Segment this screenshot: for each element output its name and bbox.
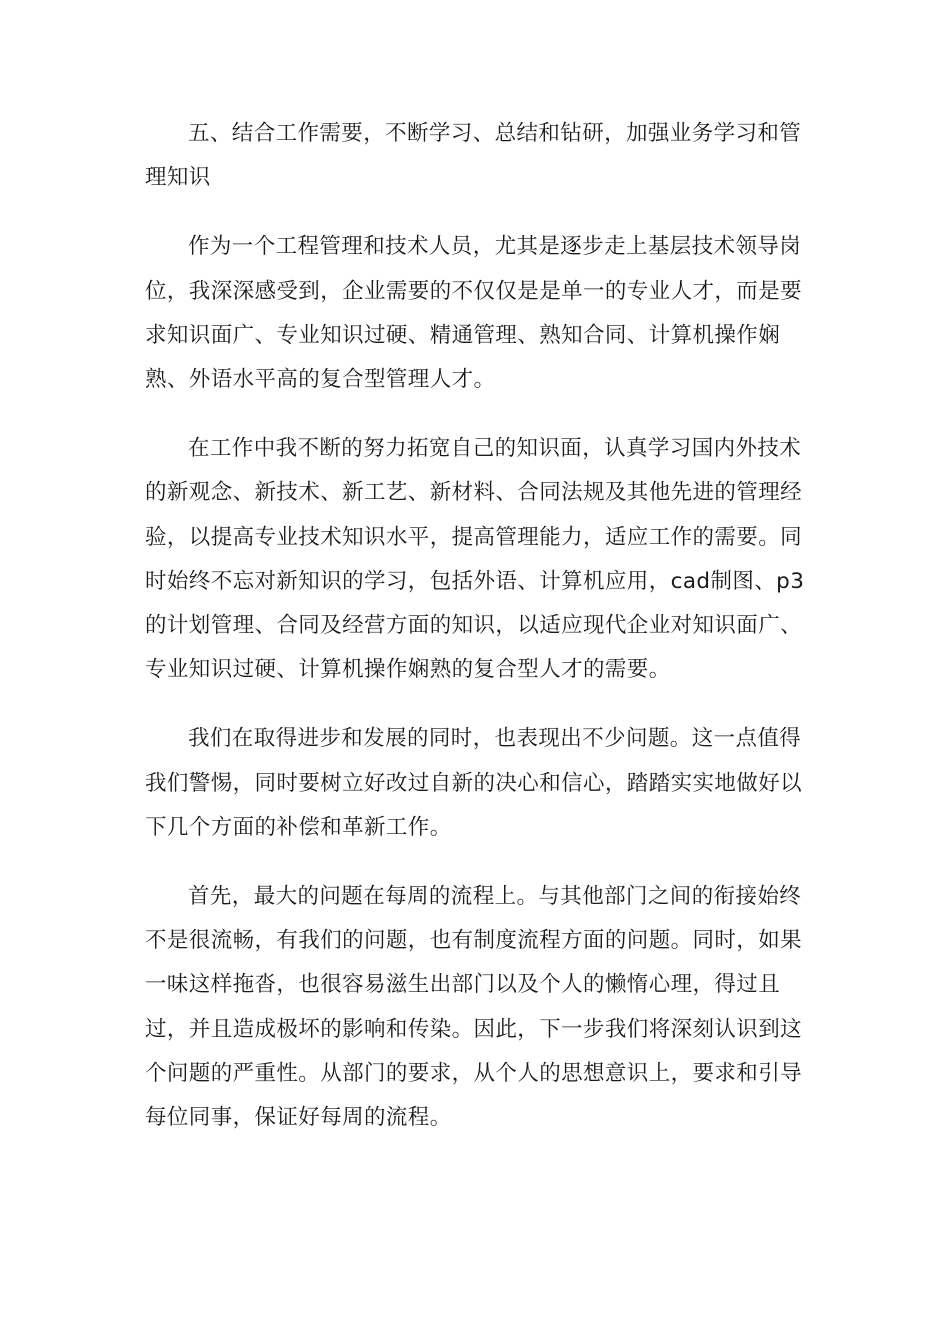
section-heading-paragraph: 五、结合工作需要，不断学习、总结和钻研，加强业务学习和管理知识: [145, 121, 802, 191]
paragraph-weekly-process: 首先，最大的问题在每周的流程上。与其他部门之间的衔接始终不是很流畅，有我们的问题，也有制度流程方面的问题。同时，如果一味这样拖沓，也很容易滋生出部门以及个人的懒惰心理，得过且过，并且造成极坏的影响和传染。因此，下一步我们将深刻认识到这个问题的严重性。从部门的要求，从个人的思想意识上，要求和引导每位同事，保证好每周的流程。: [145, 884, 803, 1131]
paragraph-continuous-learning: 在工作中我不断的努力拓宽自己的知识面，认真学习国内外技术的新观念、新技术、新工艺、新材料、合同法规及其他先进的管理经验，以提高专业技术知识水平，提高管理能力，适应工作的需要。同时始终不忘对新知识的学习，包括外语、计算机应用，cad制图、p3 的计划管理、合同及经营方面的知识，以适应现代企业对知识面广、专业知识过硬、计算机操作娴熟的复合型人才的需要。: [145, 436, 805, 683]
paragraph-problems-overview: 我们在取得进步和发展的同时，也表现出不少问题。这一点值得我们警惕，同时要树立好改过自新的决心和信心，踏踏实实地做好以下几个方面的补偿和革新工作。: [145, 726, 803, 840]
paragraph-role-requirements: 作为一个工程管理和技术人员，尤其是逐步走上基层技术领导岗位，我深深感受到，企业需要的不仅仅是是单一的专业人才，而是要求知识面广、专业知识过硬、精通管理、熟知合同、计算机操作娴熟、外语水平高的复合型管理人才。: [145, 234, 803, 393]
document-body: [145, 112, 805, 1165]
